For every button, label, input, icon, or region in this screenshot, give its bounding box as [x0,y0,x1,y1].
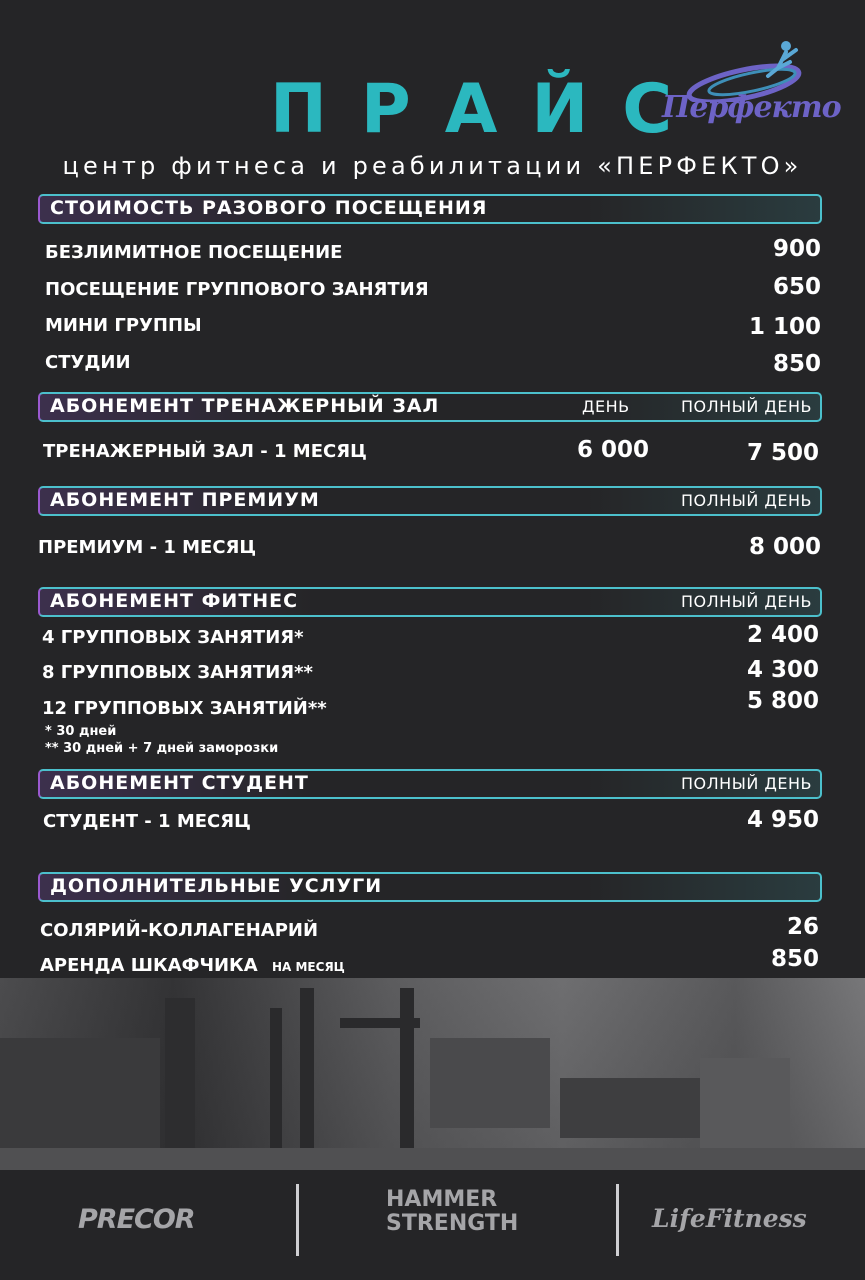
brand-footer [0,1170,865,1280]
price-row-label [40,955,345,976]
divider [616,1184,619,1256]
section-header-fitness [38,587,822,617]
price-row-value: 4 300 [746,657,819,683]
section-title: АБОНЕМЕНТ ПРЕМИУМ [50,489,320,511]
price-row-label-text: АРЕНДА ШКАФЧИКА [40,955,258,976]
section-title: АБОНЕМЕНТ ТРЕНАЖЕРНЫЙ ЗАЛ [50,395,440,417]
price-row-value: 650 [772,274,821,300]
price-full-value: 7 500 [746,440,819,466]
gym-photo [0,978,865,1170]
price-row-label: СТУДЕНТ - 1 МЕСЯЦ [43,811,251,832]
price-row-label: СОЛЯРИЙ-КОЛЛАГЕНАРИЙ [40,920,319,941]
price-row-label: СТУДИИ [45,352,131,373]
divider [296,1184,299,1256]
footnote: * 30 дней [45,724,117,739]
price-row-value: 4 950 [746,807,819,833]
section-header-single [38,194,822,224]
column-full-day: ПОЛНЫЙ ДЕНЬ [681,592,812,611]
perfekto-logo [652,32,841,132]
price-row-value: 5 800 [746,688,819,714]
section-header-extra [38,872,822,902]
section-title: АБОНЕМЕНТ ФИТНЕС [50,590,299,612]
precor-logo: PRECOR [78,1204,195,1235]
hammer-strength-logo [386,1188,518,1236]
price-row-label: 8 ГРУППОВЫХ ЗАНЯТИЯ** [42,662,313,683]
price-row-label: МИНИ ГРУППЫ [45,315,202,336]
section-header-gym [38,392,822,422]
price-day-value: 6 000 [577,437,650,463]
price-row-label: БЕЗЛИМИТНОЕ ПОСЕЩЕНИЕ [45,242,343,263]
section-header-student [38,769,822,799]
life-fitness-logo: LifeFitness [652,1204,807,1233]
column-day: ДЕНЬ [582,397,630,416]
price-row-label: 4 ГРУППОВЫХ ЗАНЯТИЯ* [42,627,304,648]
footnote: ** 30 дней + 7 дней заморозки [45,741,279,756]
column-full-day: ПОЛНЫЙ ДЕНЬ [681,397,812,416]
page-title: ПРАЙС [270,70,707,149]
price-row-value: 850 [770,946,819,972]
price-row-value: 8 000 [748,534,821,560]
price-row-value: 26 [786,914,819,940]
logo-wordmark: Перфекто [662,90,841,125]
price-row-label: 12 ГРУППОВЫХ ЗАНЯТИЙ** [42,698,327,719]
column-full-day: ПОЛНЫЙ ДЕНЬ [681,491,812,510]
price-row-value: 900 [772,236,821,262]
price-row-suffix: НА МЕСЯЦ [271,960,345,974]
hammer-text: HAMMER [386,1187,498,1212]
section-title: ДОПОЛНИТЕЛЬНЫЕ УСЛУГИ [50,875,383,897]
price-row-label: ПОСЕЩЕНИЕ ГРУППОВОГО ЗАНЯТИЯ [45,279,429,300]
section-title: АБОНЕМЕНТ СТУДЕНТ [50,772,309,794]
price-row-value: 850 [772,351,821,377]
strength-text: STRENGTH [386,1211,519,1236]
column-full-day: ПОЛНЫЙ ДЕНЬ [681,774,812,793]
page-subtitle: центр фитнеса и реабилитации «ПЕРФЕКТО» [62,152,803,180]
section-header-premium [38,486,822,516]
price-row-label: ТРЕНАЖЕРНЫЙ ЗАЛ - 1 МЕСЯЦ [43,441,367,462]
price-row-label: ПРЕМИУМ - 1 МЕСЯЦ [38,537,257,558]
price-row-value: 2 400 [746,622,819,648]
section-title: СТОИМОСТЬ РАЗОВОГО ПОСЕЩЕНИЯ [50,197,488,219]
price-row-value: 1 100 [748,314,821,340]
